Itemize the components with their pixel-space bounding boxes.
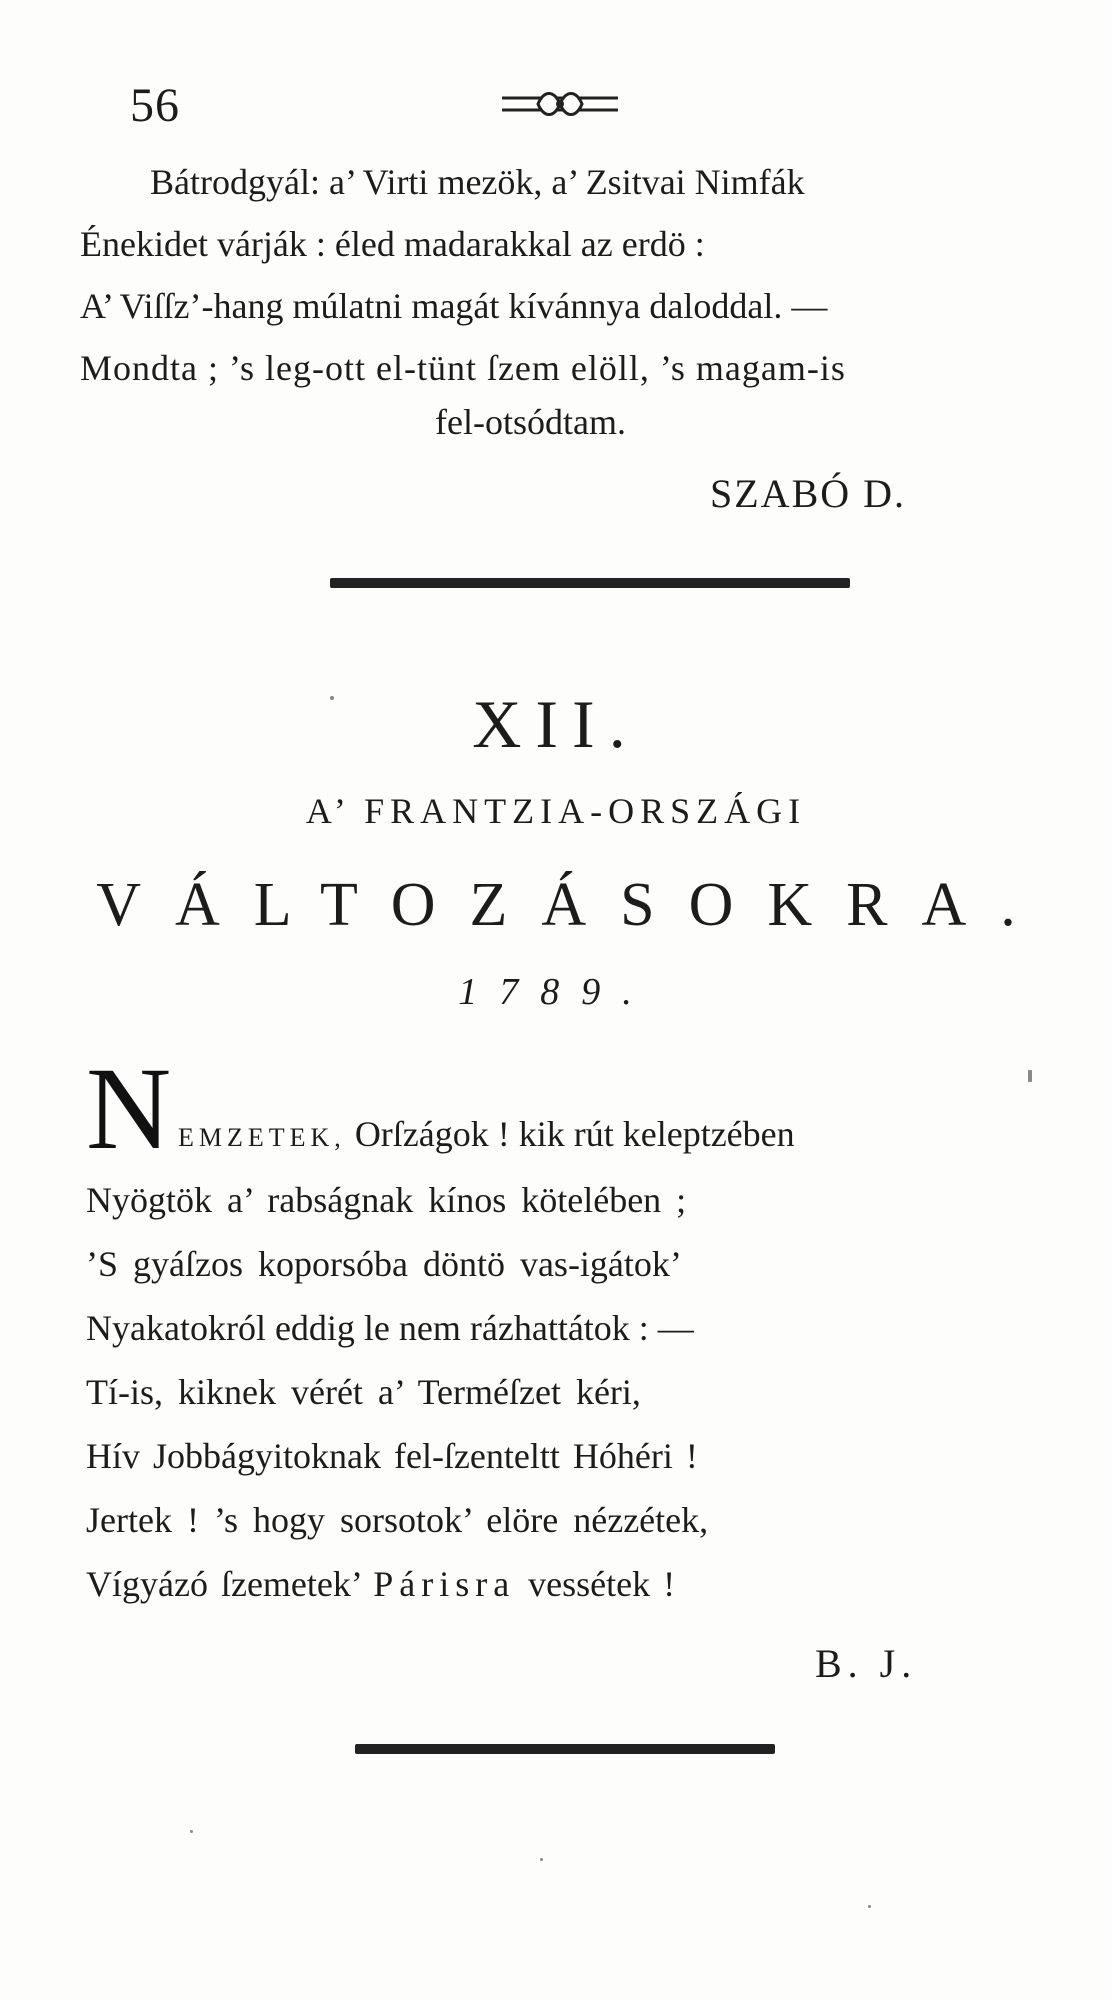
poem-line-5: Tí-is, kiknek vérét a’ Terméſzet kéri, [86, 1372, 641, 1412]
poem-author: B. J. [815, 1641, 918, 1686]
poem-line-2: Nyögtök a’ rabságnak kínos kötelében ; [86, 1180, 687, 1220]
poem-line-8-end: vessétek ! [515, 1564, 676, 1604]
poem-line-7: Jertek ! ’s hogy sorsotok’ elöre nézzétek, [86, 1500, 709, 1540]
poem-line-1-rest: Orſzágok ! kik rút keleptzében [345, 1114, 795, 1154]
poem-line-1 [178, 1112, 795, 1160]
paper-speck [330, 696, 334, 700]
poem-line-8-start: Vígyázó ſzemetek’ [86, 1564, 374, 1604]
chapter-subtitle: A’ FRANTZIA-ORSZÁGI [305, 791, 807, 831]
paper-speck [540, 1858, 543, 1861]
prev-poem-line-5: fel-otsódtam. [435, 402, 626, 442]
poem-line-8 [86, 1562, 675, 1606]
ornament-icon [500, 84, 620, 124]
poem-line-8-spaced: Párisra [373, 1564, 516, 1604]
prev-poem-line-3: A’ Viſſz’-hang múlatni magát kívánnya daloddal. — [80, 286, 828, 326]
page-number: 56 [130, 79, 180, 132]
chapter-title: VÁLTOZÁSOKRA. [96, 871, 1050, 939]
chapter-number: XII. [472, 686, 640, 762]
poem-line-6: Hív Jobbágyitoknak fel-ſzenteltt Hóhéri ! [86, 1436, 698, 1476]
paper-speck [868, 1905, 871, 1908]
paper-speck [1028, 1070, 1032, 1082]
prev-poem-line-4: Mondta ; ’s leg-ott el-tünt ſzem elöll, ’s magam-is [80, 348, 846, 388]
prev-poem-author: SZABÓ D. [710, 471, 907, 516]
poem-line-4: Nyakatokról eddig le nem rázhattátok : — [86, 1308, 694, 1348]
prev-poem-line-2: Énekidet várják : éled madarakkal az erdö : [80, 224, 705, 264]
prev-poem-line-1: Bátrodgyál: a’ Virti mezök, a’ Zsitvai Nimfák [150, 162, 805, 202]
chapter-year: 1789. [458, 971, 654, 1013]
section-divider-top [330, 578, 850, 588]
drop-cap: N [86, 1043, 172, 1174]
section-divider-bottom [355, 1744, 775, 1754]
poem-line-3: ’S gyáſzos koporsóba döntö vas-igátok’ [86, 1244, 682, 1284]
paper-speck [190, 1830, 193, 1833]
poem-line-1-smallcaps: EMZETEK, [178, 1123, 346, 1152]
